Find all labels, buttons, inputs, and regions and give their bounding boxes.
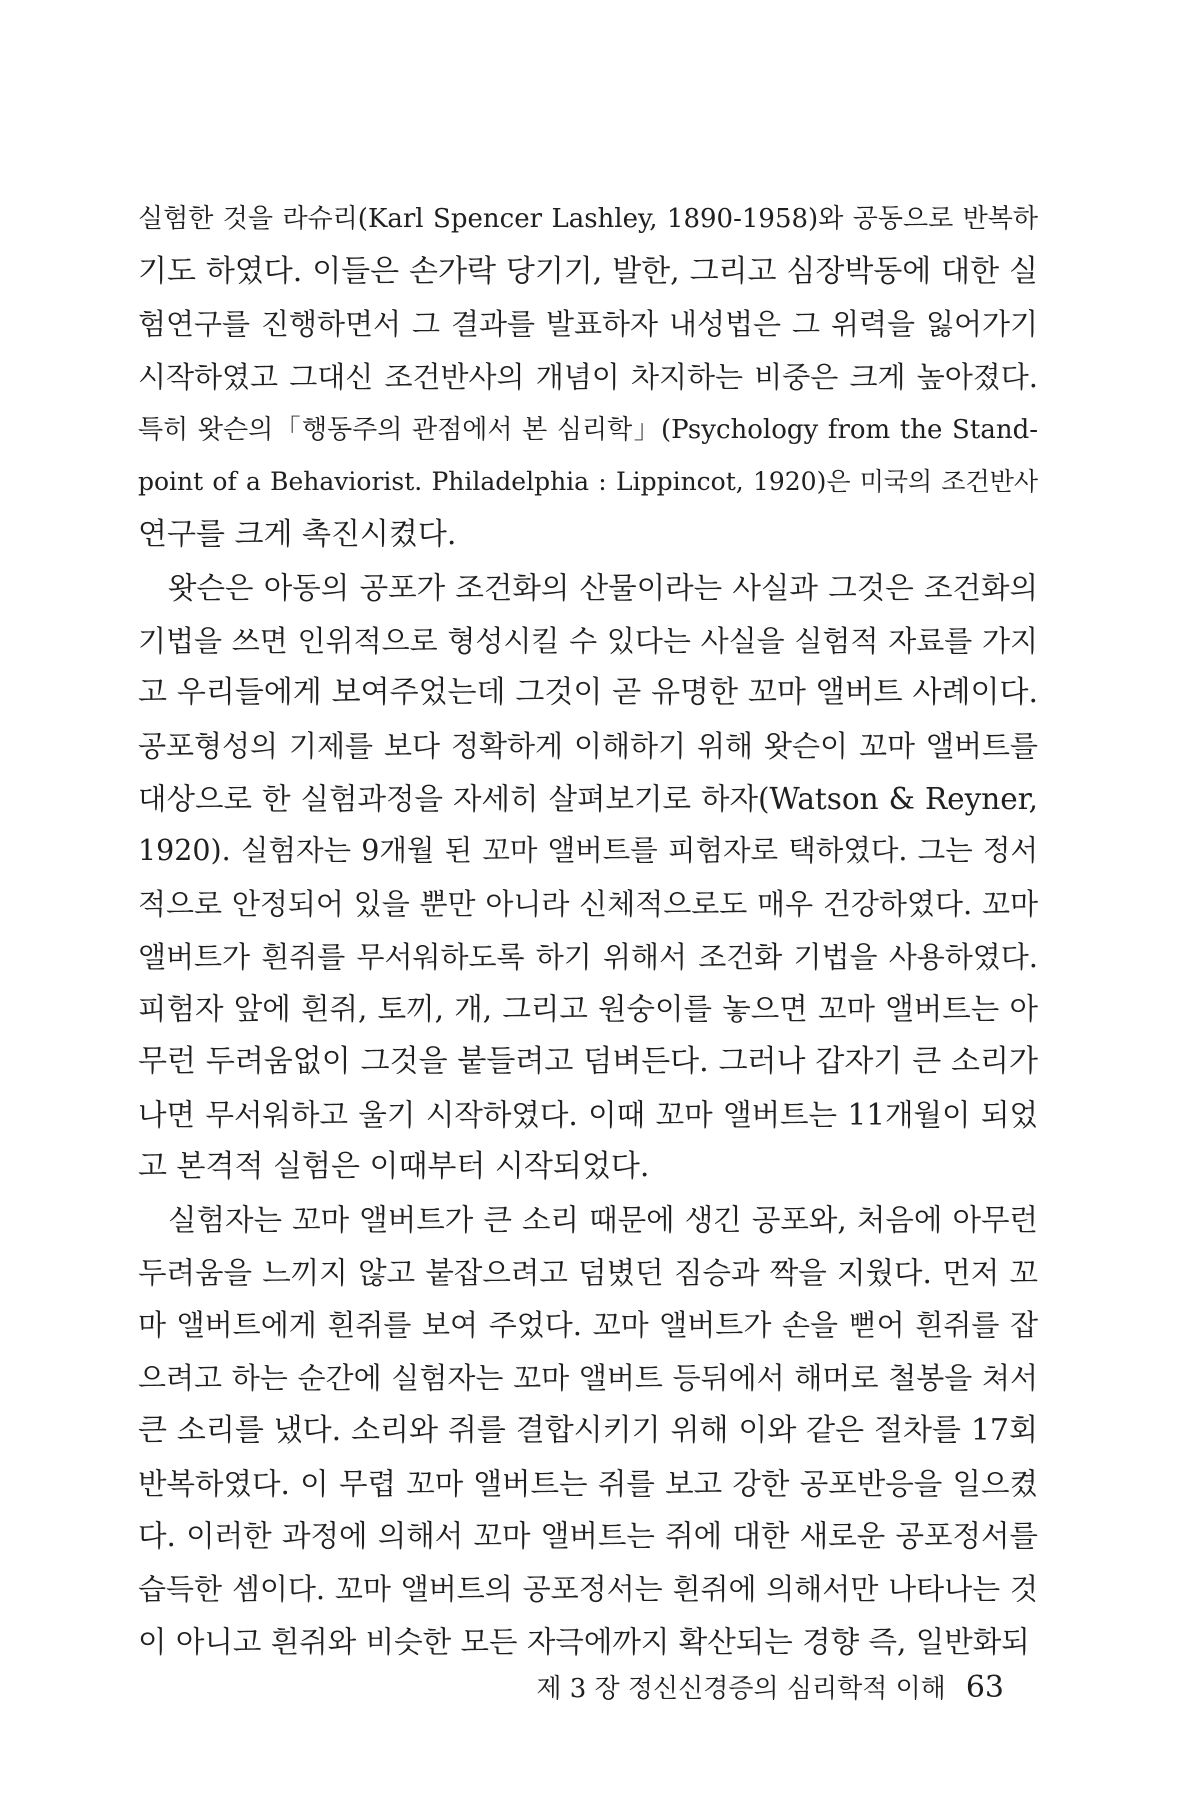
text-line: 고 우리들에게 보여주었는데 그것이 곧 유명한 꼬마 앨버트 사례이다. bbox=[138, 675, 1038, 711]
text-line: 피험자 앞에 흰쥐, 토끼, 개, 그리고 원숭이를 놓으면 꼬마 앨버트는 아 bbox=[138, 992, 1038, 1027]
text-line: 험연구를 진행하면서 그 결과를 발표하자 내성법은 그 위력을 잃어가기 bbox=[138, 307, 1038, 342]
page-number: 63 bbox=[965, 1670, 1004, 1705]
body-text bbox=[138, 193, 1038, 1668]
text-line: 앨버트가 흰쥐를 무서워하도록 하기 위해서 조건화 기법을 사용하였다. bbox=[138, 939, 1038, 974]
text-line: 시작하였고 그대신 조건반사의 개념이 차지하는 비중은 크게 높아졌다. bbox=[138, 360, 1038, 395]
text-line: 1920). 실험자는 9개월 된 꼬마 앨버트를 피험자로 택하였다. 그는 정서 bbox=[138, 834, 1038, 868]
text-line: 고 본격적 실험은 이때부터 시작되었다. bbox=[138, 1149, 650, 1185]
text-line: 공포형성의 기제를 보다 정확하게 이해하기 위해 왓슨이 꼬마 앨버트를 bbox=[138, 728, 1038, 763]
text-line: 특히 왓슨의「행동주의 관점에서 본 심리학」(Psychology from the Stand- bbox=[138, 414, 1038, 445]
paragraph bbox=[138, 193, 1038, 562]
text-line: 두려움을 느끼지 않고 붙잡으려고 덤볐던 짐승과 짝을 지웠다. 먼저 꼬 bbox=[138, 1255, 1038, 1290]
text-line: 무런 두려움없이 그것을 붙들려고 덤벼든다. 그러나 갑자기 큰 소리가 bbox=[138, 1044, 1038, 1079]
text-line: 나면 무서워하고 울기 시작하였다. 이때 꼬마 앨버트는 11개월이 되었 bbox=[138, 1097, 1038, 1132]
text-line: 적으로 안정되어 있을 뿐만 아니라 신체적으로도 매우 건강하였다. 꼬마 bbox=[138, 886, 1038, 921]
paragraph bbox=[138, 562, 1038, 1194]
text-line: point of a Behaviorist. Philadelphia : Lippincot, 1920)은 미국의 조건반사 bbox=[138, 467, 1038, 497]
text-line: 이 아니고 흰쥐와 비슷한 모든 자극에까지 확산되는 경향 즉, 일반화되 bbox=[138, 1624, 1030, 1659]
running-title: 제 3 장 정신신경증의 심리학적 이해 bbox=[536, 1674, 946, 1704]
text-line: 기도 하였다. 이들은 손가락 당기기, 발한, 그리고 심장박동에 대한 실 bbox=[138, 253, 1038, 289]
text-line: 왓슨은 아동의 공포가 조건화의 산물이라는 사실과 그것은 조건화의 bbox=[168, 570, 1038, 605]
paragraph bbox=[138, 1194, 1038, 1668]
text-line: 으려고 하는 순간에 실험자는 꼬마 앨버트 등뒤에서 해머로 철봉을 쳐서 bbox=[138, 1361, 1038, 1396]
text-line: 큰 소리를 냈다. 소리와 쥐를 결합시키기 위해 이와 같은 절차를 17회 bbox=[138, 1412, 1038, 1448]
text-line: 실험자는 꼬마 앨버트가 큰 소리 때문에 생긴 공포와, 처음에 아무런 bbox=[168, 1203, 1038, 1238]
text-line: 습득한 셈이다. 꼬마 앨버트의 공포정서는 흰쥐에 의해서만 나타나는 것 bbox=[138, 1571, 1038, 1606]
text-line: 다. 이러한 과정에 의해서 꼬마 앨버트는 쥐에 대한 새로운 공포정서를 bbox=[138, 1519, 1038, 1554]
text-line: 실험한 것을 라슈리(Karl Spencer Lashley, 1890-1958)와 공동으로 반복하 bbox=[138, 204, 1038, 234]
page-footer bbox=[536, 1668, 1004, 1705]
text-line: 연구를 크게 촉진시켰다. bbox=[138, 517, 457, 553]
text-line: 기법을 쓰면 인위적으로 형성시킬 수 있다는 사실을 실험적 자료를 가지 bbox=[138, 623, 1038, 658]
text-line: 반복하였다. 이 무렵 꼬마 앨버트는 쥐를 보고 강한 공포반응을 일으켰 bbox=[138, 1466, 1038, 1501]
text-line: 대상으로 한 실험과정을 자세히 살펴보기로 하자(Watson & Reyner, bbox=[138, 781, 1038, 816]
text-line: 마 앨버트에게 흰쥐를 보여 주었다. 꼬마 앨버트가 손을 뻗어 흰쥐를 잡 bbox=[138, 1308, 1038, 1343]
